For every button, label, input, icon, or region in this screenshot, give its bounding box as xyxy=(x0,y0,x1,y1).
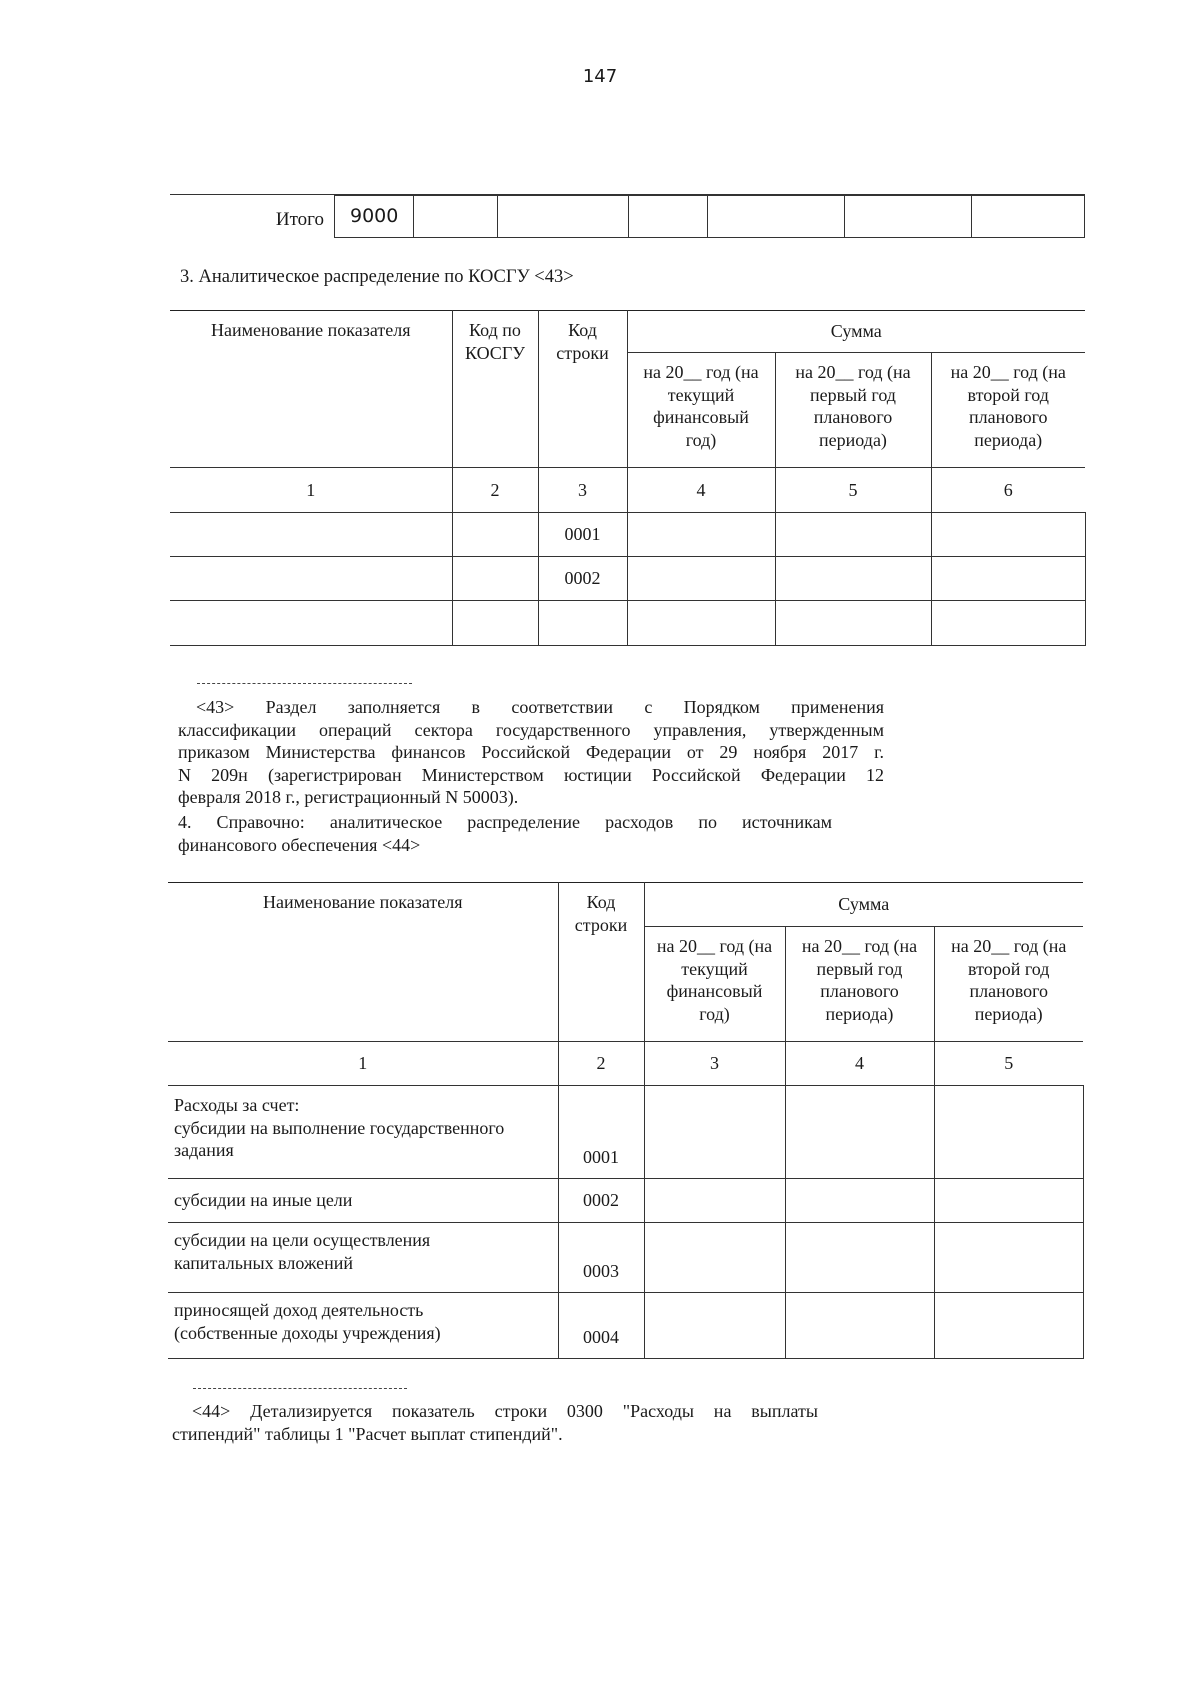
col-number: 3 xyxy=(644,1042,785,1086)
totals-cell xyxy=(413,195,498,238)
row-name xyxy=(170,557,452,601)
row-code: 0004 xyxy=(558,1293,644,1359)
value-cell xyxy=(785,1086,934,1179)
table-row xyxy=(170,513,1085,557)
row-kosgu xyxy=(452,513,538,557)
header-name: Наименование показателя xyxy=(168,883,558,1042)
totals-cell xyxy=(628,195,708,238)
footnote-line: <44> Детализируется показатель строки 0300 "Расходы на выплаты xyxy=(192,1401,818,1421)
table-row xyxy=(168,1293,1083,1359)
value-cell xyxy=(931,557,1085,601)
totals-code: 9000 xyxy=(334,195,414,238)
section3-heading: 3. Аналитическое распределение по КОСГУ <43> xyxy=(180,267,574,287)
header-second-plan-year: на 20__ год (на второй год планового периода) xyxy=(931,353,1085,468)
value-cell xyxy=(775,513,931,557)
row-code: 0003 xyxy=(558,1223,644,1293)
value-cell xyxy=(934,1086,1083,1179)
value-cell xyxy=(934,1293,1083,1359)
col-number: 4 xyxy=(627,468,775,513)
table-row xyxy=(168,1223,1083,1293)
col-number: 6 xyxy=(931,468,1085,513)
header-current-year: на 20__ год (на текущий финансовый год) xyxy=(644,927,785,1042)
totals-row xyxy=(170,194,1085,240)
row-code: 0001 xyxy=(558,1086,644,1179)
table-row xyxy=(168,1086,1083,1179)
footnote-rule xyxy=(193,1388,407,1389)
footnote-line: N 209н (зарегистрирован Министерством юстиции Российской Федерации 12 xyxy=(178,764,884,785)
col-number: 3 xyxy=(538,468,627,513)
page-number: 147 xyxy=(582,66,618,87)
value-cell xyxy=(785,1223,934,1293)
header-sum: Сумма xyxy=(627,311,1085,353)
kosgu-table xyxy=(170,310,1086,646)
heading-line: финансового обеспечения <44> xyxy=(178,834,421,855)
value-cell xyxy=(644,1223,785,1293)
header-second-plan-year: на 20__ год (на второй год планового периода) xyxy=(934,927,1083,1042)
header-name: Наименование показателя xyxy=(170,311,452,468)
value-cell xyxy=(644,1086,785,1179)
header-kosgu: Код по КОСГУ xyxy=(452,311,538,468)
totals-label: Итого xyxy=(275,209,324,230)
header-first-plan-year: на 20__ год (на первый год планового периода) xyxy=(785,927,934,1042)
footnote-line: <43> Раздел заполняется в соответствии с Порядком применения xyxy=(196,697,884,717)
header-sum: Сумма xyxy=(644,883,1083,927)
col-number: 2 xyxy=(558,1042,644,1086)
section4-heading xyxy=(178,811,832,856)
totals-cell xyxy=(971,195,1085,238)
row-name: субсидии на иные цели xyxy=(168,1179,558,1223)
footnote-line: приказом Министерства финансов Российской Федерации от 29 ноября 2017 г. xyxy=(178,742,884,762)
value-cell xyxy=(934,1179,1083,1223)
footnote-line: стипендий" таблицы 1 "Расчет выплат стипендий". xyxy=(172,1423,563,1444)
col-number: 5 xyxy=(934,1042,1083,1086)
value-cell xyxy=(775,601,931,646)
value-cell xyxy=(627,601,775,646)
heading-line: 4. Справочно: аналитическое распределение расходов по источникам xyxy=(178,812,832,832)
header-row-code: Код строки xyxy=(538,311,627,468)
footnote-43 xyxy=(178,696,884,809)
col-number: 1 xyxy=(168,1042,558,1086)
row-name: приносящей доход деятельность (собственные доходы учреждения) xyxy=(168,1293,558,1359)
footnote-line: классификации операций сектора государственного управления, утвержденным xyxy=(178,719,884,740)
value-cell xyxy=(627,513,775,557)
footnote-rule xyxy=(197,683,412,684)
row-kosgu xyxy=(452,601,538,646)
header-row-code: Код строки xyxy=(558,883,644,1042)
value-cell xyxy=(775,557,931,601)
row-code: 0001 xyxy=(538,513,627,557)
value-cell xyxy=(644,1179,785,1223)
value-cell xyxy=(644,1293,785,1359)
col-number: 2 xyxy=(452,468,538,513)
header-first-plan-year: на 20__ год (на первый год планового периода) xyxy=(775,353,931,468)
totals-cell xyxy=(844,195,972,238)
value-cell xyxy=(627,557,775,601)
row-name xyxy=(170,513,452,557)
col-number: 5 xyxy=(775,468,931,513)
col-number: 1 xyxy=(170,468,452,513)
value-cell xyxy=(785,1179,934,1223)
value-cell xyxy=(785,1293,934,1359)
footnote-line: февраля 2018 г., регистрационный N 50003). xyxy=(178,787,519,807)
row-name xyxy=(170,601,452,646)
table-row xyxy=(170,601,1085,646)
row-code: 0002 xyxy=(558,1179,644,1223)
row-kosgu xyxy=(452,557,538,601)
row-name: субсидии на цели осуществления капитальных вложений xyxy=(168,1223,558,1293)
header-current-year: на 20__ год (на текущий финансовый год) xyxy=(627,353,775,468)
value-cell xyxy=(931,513,1085,557)
totals-cell xyxy=(497,195,629,238)
col-number: 4 xyxy=(785,1042,934,1086)
row-name: Расходы за счет: субсидии на выполнение государственного задания xyxy=(168,1086,558,1179)
value-cell xyxy=(931,601,1085,646)
table-row xyxy=(168,1179,1083,1223)
totals-cell xyxy=(707,195,845,238)
row-code xyxy=(538,601,627,646)
footnote-44 xyxy=(172,1400,818,1445)
table-row xyxy=(170,557,1085,601)
row-code: 0002 xyxy=(538,557,627,601)
value-cell xyxy=(934,1223,1083,1293)
funding-sources-table xyxy=(168,882,1084,1359)
